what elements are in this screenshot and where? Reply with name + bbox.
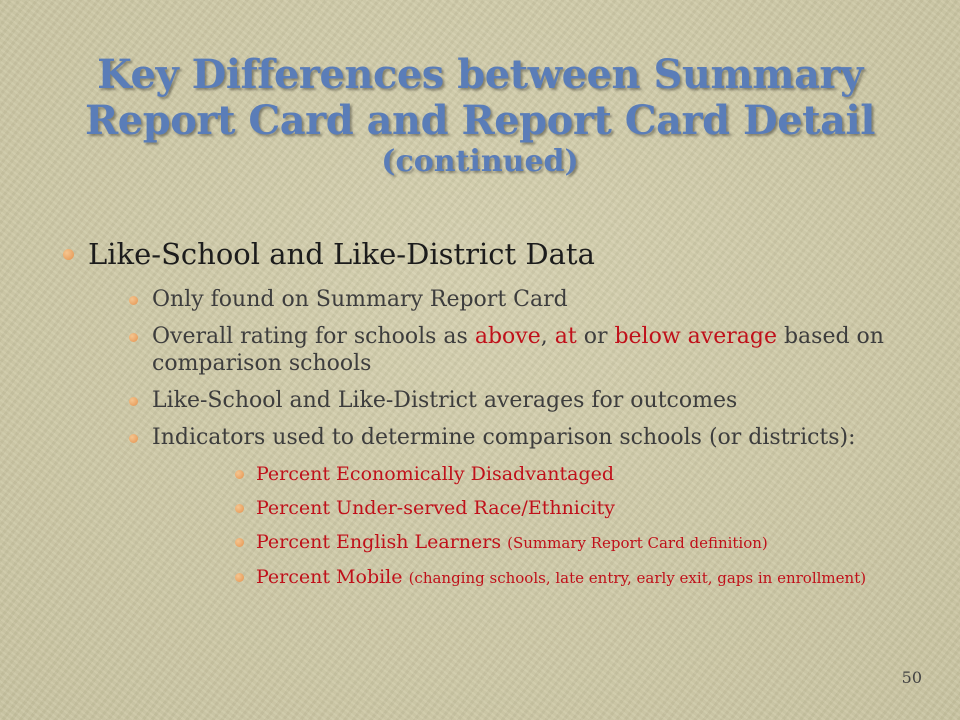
- slide-title: [60, 52, 900, 180]
- bullet-dot-icon: [63, 249, 74, 260]
- rating-sep-1: ,: [540, 324, 555, 349]
- indicator-item: [152, 566, 920, 589]
- indicator-text: Percent Mobile: [256, 566, 409, 588]
- title-line-1: Key Differences between Summary: [97, 51, 863, 98]
- indicator-note: (Summary Report Card definition): [507, 534, 768, 552]
- sub-bullet-list: [88, 286, 920, 589]
- sub-bullet: [88, 424, 920, 589]
- indicator-text: Percent Economically Disadvantaged: [256, 463, 615, 485]
- indicator-item: [152, 463, 920, 485]
- bullet-dot-icon: [129, 434, 138, 443]
- bullet-dot-icon: [235, 538, 244, 547]
- bullet-dot-icon: [235, 573, 244, 582]
- bullet-dot-icon: [129, 333, 138, 342]
- slide-content: [60, 236, 920, 601]
- indicator-item: [152, 531, 920, 554]
- sub-bullet: [88, 387, 920, 414]
- main-bullet: [60, 236, 920, 589]
- sub-bullet-text: Indicators used to determine comparison schools (or districts):: [152, 425, 856, 450]
- bullet-dot-icon: [235, 504, 244, 513]
- rating-above: above: [474, 324, 541, 349]
- rating-sep-2: or: [576, 324, 615, 349]
- indicator-text: Percent English Learners: [256, 531, 508, 553]
- rating-suffix: based on comparison schools: [152, 324, 884, 376]
- title-subtitle: (continued): [381, 144, 579, 179]
- sub-bullet-text: Only found on Summary Report Card: [152, 287, 568, 312]
- bullet-dot-icon: [235, 470, 244, 479]
- sub-bullet: [88, 286, 920, 313]
- bullet-list: [60, 236, 920, 589]
- sub-bullet-text: Like-School and Like-District averages for outcomes: [152, 388, 738, 413]
- indicator-note: (changing schools, late entry, early exit, gaps in enrollment): [408, 569, 867, 587]
- indicator-list: [152, 463, 920, 589]
- main-bullet-text: Like-School and Like-District Data: [88, 237, 595, 271]
- bullet-dot-icon: [129, 296, 138, 305]
- indicator-text: Percent Under-served Race/Ethnicity: [256, 497, 615, 519]
- rating-below-average: below average: [614, 324, 777, 349]
- indicator-item: [152, 497, 920, 519]
- rating-at: at: [554, 324, 577, 349]
- page-number: 50: [901, 668, 922, 687]
- rating-prefix: Overall rating for schools as: [152, 324, 475, 349]
- bullet-dot-icon: [129, 397, 138, 406]
- sub-bullet: [88, 323, 920, 377]
- title-line-2: Report Card and Report Card Detail: [85, 97, 875, 144]
